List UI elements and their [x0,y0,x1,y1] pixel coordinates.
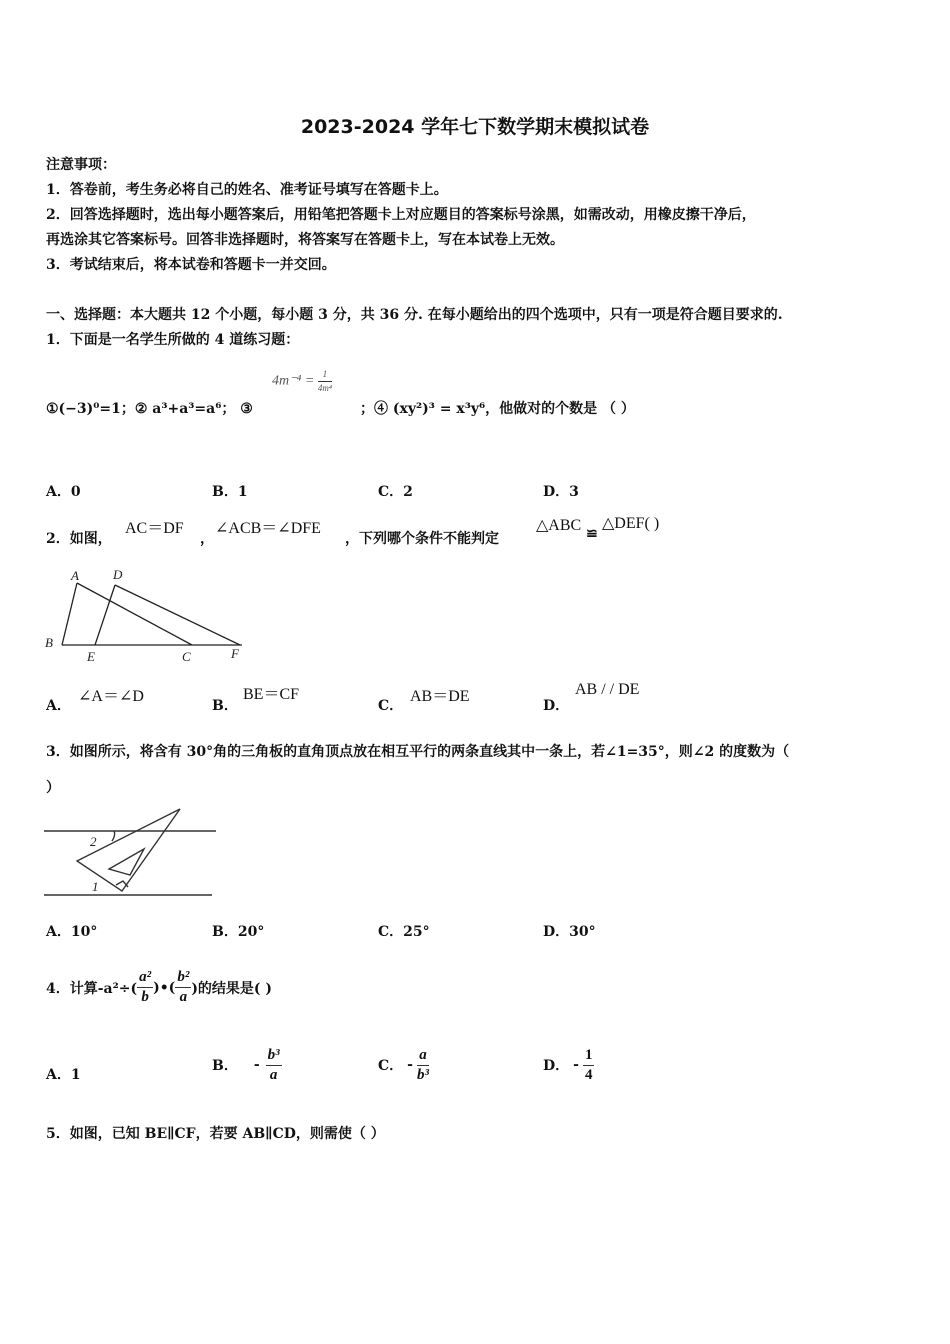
q2-prefix: 2．如图， [46,531,112,547]
notice-heading: 注意事项： [46,157,116,173]
q3-label-2: 2 [90,834,97,849]
q4-option-d[interactable] [543,1040,594,1090]
q2-option-b-text: BE＝CF [243,686,300,703]
q2-congruent-sign: ≌ [586,526,598,542]
q4-prefix: 4．计算-a²÷( [46,980,138,997]
q4-option-a[interactable]: A．1 [46,1067,81,1083]
q4-option-c-sign: - [407,1057,413,1073]
q3-stem-a: 3．如图所示，将含有 30°角的三角板的直角顶点放在相互平行的两条直线其中一条上，若∠1=35°，则∠2 的度数为（ [46,744,790,760]
q4-fraction-2-num: b² [175,970,191,988]
q2-option-b-letter[interactable]: B． [212,698,238,714]
q2-label-b: B [45,635,53,650]
notice-line-3: 3．考试结束后，将本试卷和答题卡一并交回。 [46,257,336,273]
q1-option-c[interactable]: C．2 [378,484,413,500]
q1-formula-num: 1 [318,370,332,382]
section-heading: 一、选择题：本大题共 12 个小题，每小题 3 分，共 36 分. 在每小题给出的四个选项中，只有一项是符合题目要求的. [46,307,783,323]
q4-fraction-2 [175,970,191,1005]
page-title: 2023-2024 学年七下数学期末模拟试卷 [300,116,650,138]
q2-segment-df [115,585,240,645]
q1-option-a[interactable]: A．0 [46,484,81,500]
q3-figure [44,803,219,901]
q4-option-d-sign: - [573,1057,579,1073]
q4-option-c-num: a [417,1048,429,1066]
q2-condition-2: ∠ACB＝∠DFE [215,520,321,537]
q4-fraction-1 [137,970,153,1005]
q3-angle-2-arc [112,831,115,841]
q3-option-d[interactable]: D．30° [543,924,596,940]
q3-option-a[interactable]: A．10° [46,924,98,940]
q3-option-b[interactable]: B．20° [212,924,265,940]
q4-stem [46,970,272,1005]
q2-option-c-letter[interactable]: C． [378,698,404,714]
q2-middle: ，下列哪个条件不能判定 [345,531,499,547]
q4-suffix: )的结果是( ) [191,980,273,997]
q4-option-b-fraction [266,1048,282,1083]
q3-triangle-inner [109,849,144,875]
q4-option-b-den: a [269,1066,278,1083]
q4-option-c-den: b³ [416,1066,429,1083]
q4-middle: )•( [153,979,176,996]
notice-line-2b: 再选涂其它答案标号。回答非选择题时，将答案写在答题卡上，写在本试卷上无效。 [46,232,564,248]
q2-option-d-letter[interactable]: D． [543,698,570,714]
q2-condition-1: AC＝DF [125,520,184,537]
q1-formula-den: 4m⁴ [317,383,332,393]
q2-label-d: D [113,567,123,582]
q3-stem-b: ） [46,780,60,796]
q2-triangle-def: △DEF( ) [602,515,660,532]
q1-stem: 1．下面是一名学生所做的 4 道练习题： [46,332,300,348]
q1-line-b: ；④ (xy²)³ = x³y⁶，他做对的个数是 （ ） [360,401,635,417]
q2-segment-ab [62,583,77,645]
q4-option-c-letter: C． [378,1058,404,1074]
q4-option-b-num: b³ [266,1048,282,1066]
q2-comma: ， [200,531,214,547]
q4-fraction-1-den: b [141,989,149,1005]
q2-figure [42,565,252,665]
q5-stem: 5．如图，已知 BE∥CF，若要 AB∥CD，则需使（ ） [46,1126,385,1142]
notice-line-2a: 2．回答选择题时，选出每小题答案后，用铅笔把答题卡上对应题目的答案标号涂黑，如需改动，用橡皮擦干净后， [46,207,756,223]
q4-option-d-den: 4 [584,1066,593,1083]
q4-option-d-fraction [583,1048,595,1083]
q2-triangle-abc: △ABC [536,517,582,534]
q2-option-a-text: ∠A＝∠D [78,688,144,705]
q3-label-1: 1 [92,879,99,894]
q4-option-b-sign: - [253,1057,260,1073]
q2-label-f: F [231,646,239,661]
q1-line-a: ①(−3)⁰=1；② a³+a³=a⁶； ③ [46,401,253,417]
q4-fraction-2-den: a [179,989,188,1005]
q4-option-b[interactable] [212,1040,282,1090]
q3-option-c[interactable]: C．25° [378,924,430,940]
q2-option-c-text: AB＝DE [410,688,470,705]
q4-fraction-1-num: a² [137,970,153,988]
q2-option-a-letter[interactable]: A． [46,698,71,714]
notice-line-1: 1．答卷前，考生务必将自己的姓名、准考证号填写在答题卡上。 [46,182,448,198]
q1-option-d[interactable]: D．3 [543,484,579,500]
q1-formula [272,370,332,393]
q2-label-e: E [87,649,95,664]
q4-option-d-letter: D． [543,1058,570,1074]
q4-option-c-fraction [417,1048,429,1083]
q2-label-a: A [71,568,79,583]
q2-label-c: C [182,649,191,664]
q2-option-d-text: AB / / DE [575,681,640,698]
q4-option-d-num: 1 [583,1048,595,1066]
q1-formula-lhs: 4m⁻⁴ = [272,373,315,389]
q4-option-c[interactable] [378,1040,429,1090]
q4-option-b-letter: B． [212,1058,238,1074]
q1-formula-fraction [318,370,332,393]
q1-option-b[interactable]: B．1 [212,484,248,500]
